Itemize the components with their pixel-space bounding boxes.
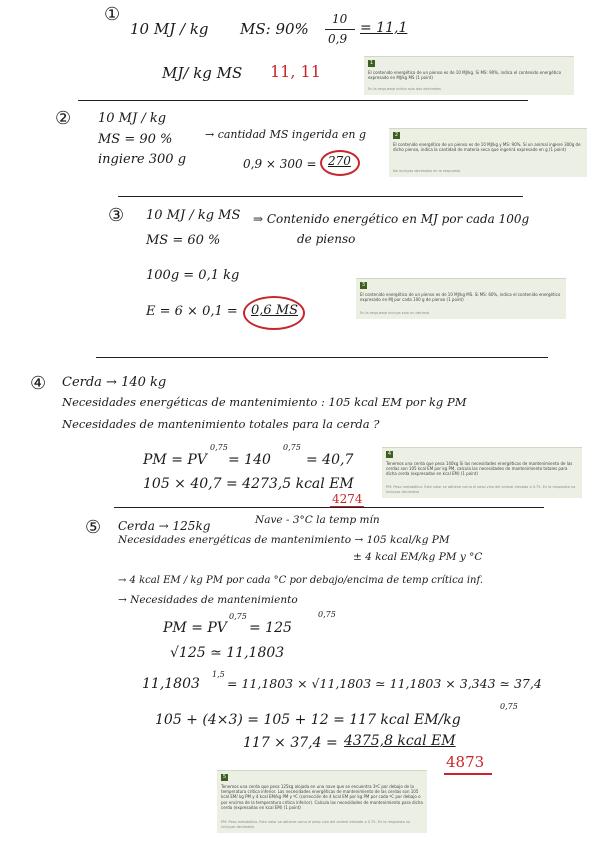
q1-ms-line: MS: 90% (240, 20, 309, 38)
q5-mult: 117 × 37,4 = (243, 735, 338, 751)
q5-pow-expansion: = 11,1803 × √11,1803 ≃ 11,1803 × 3,343 ≃ 37,4 (227, 676, 542, 691)
q4-exponent-2: 0,75 (283, 443, 301, 452)
q5-number: ⑤ (85, 517, 102, 538)
q1-question-card (364, 56, 574, 95)
q1-fraction-denominator: 0,9 (328, 32, 348, 46)
q5-pm-formula: PM = PV (163, 620, 227, 636)
q2-arrow-text: → cantidad MS ingerida en g (205, 128, 367, 141)
q5-exponent-1: 0,75 (229, 612, 247, 621)
q5-mult-result: 4375,8 kcal EM (344, 733, 456, 749)
q1-fraction-numerator: 10 (332, 12, 348, 26)
q5-pm-value: = 125 (249, 620, 292, 636)
q5-exponent-4: 0,75 (500, 702, 518, 711)
q4-card-hint: PM: Peso metabólico. Este valor se obtiene como el peso vivo del animal elevado a 0.75. En la respuesta no incluyas decimales (386, 485, 576, 494)
separator-3 (96, 357, 548, 358)
q3-question-card (356, 278, 566, 319)
q5-line-4: → 4 kcal EM / kg PM por cada °C por debajo/encima de temp crítica inf. (118, 575, 483, 586)
q5-answer: 4873 (446, 753, 485, 771)
q2-card-badge: 2 (394, 132, 399, 138)
q2-calc: 0,9 × 300 = (243, 157, 317, 171)
q4-card-badge: 4 (387, 451, 392, 457)
q5-line-2: Necesidades energéticas de mantenimiento → 105 kcal/kg PM (118, 534, 450, 546)
q5-card-text: Tenemos una cerda que pesa 125kg alojada en una nave que se encuentra 3ºC por debajo de la temperatura crítica inferior. Las necesidades energéticas de mantenimiento de las cerdas son 105 kcal EM/ kg PM y 4 kcal EM/kg PM y ºC (corrección de 4 kcal EM por kg PM por cada ºC por debajo o por encima de la temperatura crítica inferior). Calcula las necesidades de mantenimiento para dicha cerda (expresadas en kcal EM) (1 point) (221, 784, 423, 810)
q4-question-card (382, 447, 582, 498)
separator-1 (78, 100, 528, 101)
q5-line-5: → Necesidades de mantenimiento (118, 594, 298, 606)
q3-line-3: 100g = 0,1 kg (146, 268, 240, 283)
q1-answer: 11, 11 (270, 62, 321, 81)
q1-energy-line: 10 MJ / kg (130, 20, 209, 38)
q2-question-card (389, 128, 587, 177)
q3-arrow-text: ⇒ Contenido energético en MJ por cada 100g (253, 212, 530, 226)
q4-number: ④ (30, 373, 47, 394)
q1-card-text: El contenido energético de un pienso es de 10 MJ/kg. Si MS: 90%, indica el contenido energético expresado en MJ/kg MS (1 point) (368, 70, 562, 81)
q4-line-1: Cerda → 140 kg (62, 375, 167, 390)
q5-sum: 105 + (4×3) = 105 + 12 = 117 kcal EM/kg (155, 712, 461, 728)
q2-answer: 270 (328, 154, 351, 168)
q2-number: ② (55, 108, 72, 129)
q4-calc: 105 × 40,7 = 4273,5 kcal EM (143, 476, 354, 492)
q4-card-text: Tenemos una cerda que pesa 140kg Si las necesidades energéticas de mantenimiento de las cerdas son 105 kcal EM por kg PM, calcula las necesidades de mantenimiento totales para dicha cerda (expresadas en kcal EM) (1 point) (386, 461, 573, 477)
q4-pm-result: = 40,7 (306, 452, 354, 468)
q3-card-text: El contenido energético de un pienso es de 10 MJ/kg MS. Si MS: 60%, indica el contenido energético expresado en MJ por cada 100 g de pienso (1 point) (360, 292, 561, 303)
q2-card-text: El contenido energético de un pienso es de 10 MJ/kg y MS: 90%. Si un animal ingiere 300g de dicho pienso, indica la cantidad de materia seca que ingerirá expresado en g (1 point) (393, 142, 581, 153)
q4-exponent-1: 0,75 (210, 443, 228, 452)
q1-card-badge: 1 (369, 60, 374, 66)
q1-fraction-result: = 11,1 (360, 20, 408, 36)
q5-pow-base: 11,1803 (142, 676, 200, 692)
q4-answer: 4274 (332, 492, 363, 506)
q3-line-1: 10 MJ / kg MS (146, 208, 241, 223)
separator-4 (114, 507, 544, 508)
q3-number: ③ (108, 205, 125, 226)
q1-units: MJ/ kg MS (162, 64, 243, 82)
q2-line-1: 10 MJ / kg (98, 111, 167, 126)
q5-line-1b: Nave - 3°C la temp mín (255, 514, 380, 526)
separator-2 (118, 196, 523, 197)
q2-line-3: ingiere 300 g (98, 152, 187, 167)
q4-pm-value: = 140 (228, 452, 271, 468)
q5-line-1: Cerda → 125kg (118, 519, 211, 533)
q1-card-hint: En la respuesta indica solo dos decimales (368, 86, 441, 91)
q5-exponent-3: 1,5 (212, 670, 225, 679)
q2-card-hint: No incluyas decimales en la respuesta (393, 168, 461, 173)
q3-card-badge: 3 (361, 282, 366, 288)
q5-exponent-2: 0,75 (318, 610, 336, 619)
q3-line-4: E = 6 × 0,1 = (146, 304, 238, 319)
q5-card-badge: 5 (222, 774, 227, 780)
q5-question-card (217, 770, 427, 833)
q1-number: ① (104, 4, 121, 25)
q4-line-3: Necesidades de mantenimiento totales para la cerda ? (62, 417, 380, 431)
q3-line-2: MS = 60 % (146, 233, 221, 248)
q4-pm-formula: PM = PV (143, 452, 207, 468)
q5-sqrt: √125 ≃ 11,1803 (170, 645, 285, 661)
q5-line-3: ± 4 kcal EM/kg PM y °C (353, 551, 483, 563)
q3-arrow-text-2: de pienso (297, 232, 356, 246)
q2-line-2: MS = 90 % (98, 132, 173, 147)
q4-line-2: Necesidades energéticas de mantenimiento : 105 kcal EM por kg PM (62, 395, 467, 409)
q5-answer-underline (444, 773, 492, 775)
q3-answer: 0,6 MS (251, 303, 299, 318)
q5-card-hint: PM: Peso metabólico. Este valor se obtiene como el peso vivo del animal elevado a 0.75. En la respuesta no incluyas decimales (221, 820, 411, 829)
q1-fraction-bar (325, 29, 355, 30)
q3-card-hint: En la respuesta incluye solo un decimal (360, 310, 430, 315)
